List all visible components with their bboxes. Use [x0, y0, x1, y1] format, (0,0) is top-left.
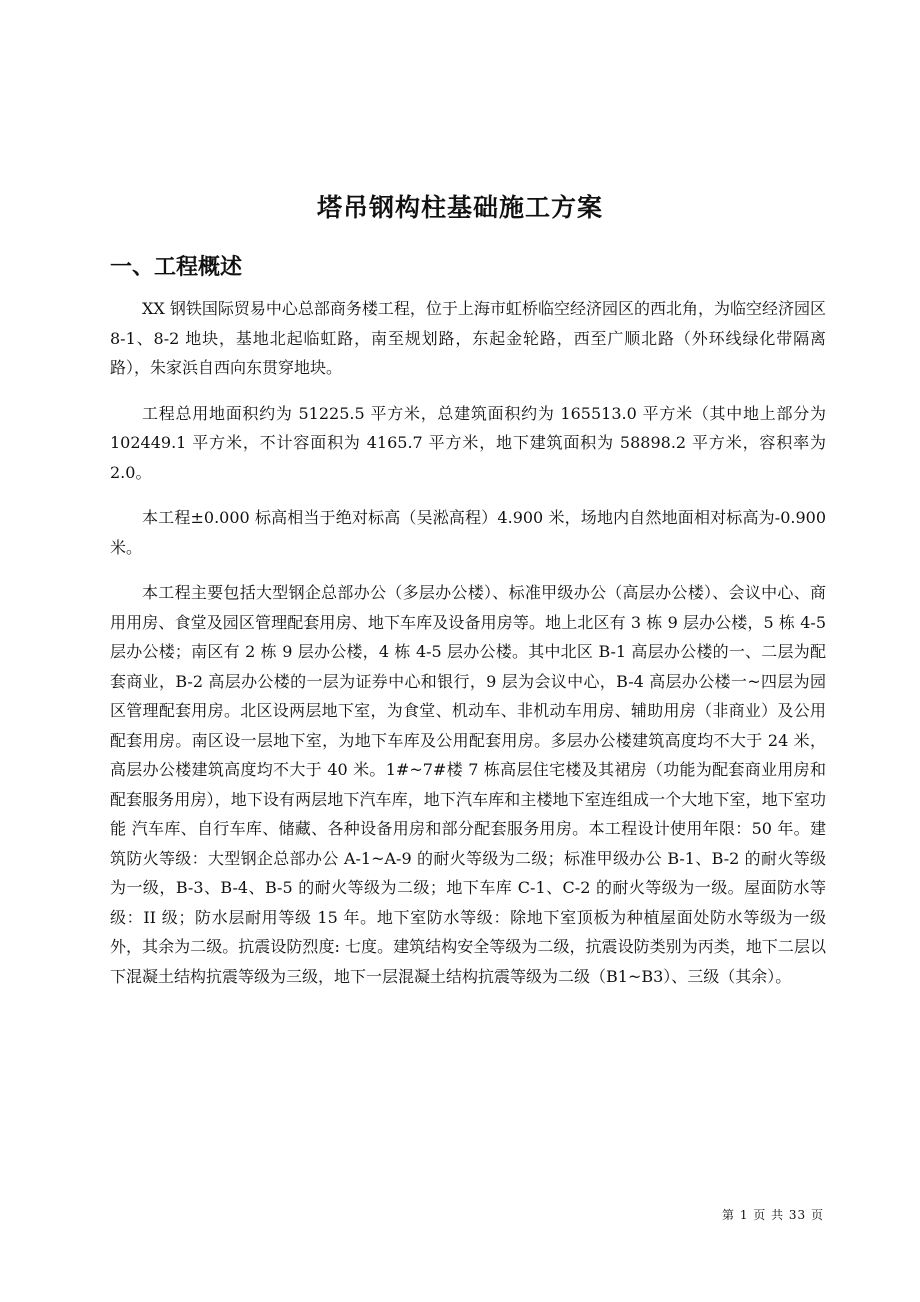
paragraph-scope: 本工程主要包括大型钢企总部办公（多层办公楼）、标准甲级办公（高层办公楼）、会议中心、商用用房、食堂及园区管理配套用房、地下车库及设备用房等。地上北区有 3 栋 9 层办公楼，5 栋 4-5 层办公楼；南区有 2 栋 9 层办公楼，4 栋 4-5 层办公楼。其中北区 B-1 高层办公楼的一、二层为配套商业，B-2 高层办公楼的一层为证券中心和银行，9 层为会议中心，B-4 高层办公楼一~四层为园区管理配套用房。北区设两层地下室，为食堂、机动车、非机动车用房、辅助用房（非商业）及公用配套用房。南区设一层地下室，为地下车库及公用配套用房。多层办公楼建筑高度均不大于 24 米，高层办公楼建筑高度均不大于 40 米。1#~7#楼 7 栋高层住宅楼及其裙房（功能为配套商业用房和配套服务用房），地下设有两层地下汽车库，地下汽车库和主楼地下室连组成一个大地下室，地下室功能 汽车库、自行车库、储藏、各种设备用房和部分配套服务用房。本工程设计使用年限：50 年。建筑防火等级：大型钢企总部办公 A-1~A-9 的耐火等级为二级；标准甲级办公 B-1、B-2 的耐火等级为一级，B-3、B-4、B-5 的耐火等级为二级；地下车库 C-1、C-2 的耐火等级为一级。屋面防水等级：II 级；防水层耐用等级 15 年。地下室防水等级：除地下室顶板为种植屋面处防水等级为一级外，其余为二级。抗震设防烈度: 七度。建筑结构安全等级为二级，抗震设防类别为丙类，地下二层以下混凝土结构抗震等级为三级，地下一层混凝土结构抗震等级为二级（B1~B3）、三级（其余）。 [110, 583, 826, 986]
document-title: 塔吊钢构柱基础施工方案 [316, 193, 603, 222]
paragraph-elevation: 本工程±0.000 标高相当于绝对标高（吴淞高程）4.900 米，场地内自然地面相对标高为-0.900 米。 [110, 508, 826, 557]
paragraph-area: 工程总用地面积约为 51225.5 平方米，总建筑面积约为 165513.0 平方米（其中地上部分为 102449.1 平方米，不计容面积为 4165.7 平方米，地下建筑面积为 58898.2 平方米，容积率为 2.0。 [110, 403, 826, 482]
section-heading: 一、工程概述 [110, 255, 243, 280]
document-body [110, 294, 826, 1007]
paragraph-location: XX 钢铁国际贸易中心总部商务楼工程，位于上海市虹桥临空经济园区的西北角，为临空经济园区 8-1、8-2 地块，基地北起临虹路，南至规划路，东起金轮路，西至广顺北路（外环线绿化带隔离路），朱家浜自西向东贯穿地块。 [110, 299, 826, 377]
page-number-footer: 第 1 页 共 33 页 [722, 1208, 824, 1222]
